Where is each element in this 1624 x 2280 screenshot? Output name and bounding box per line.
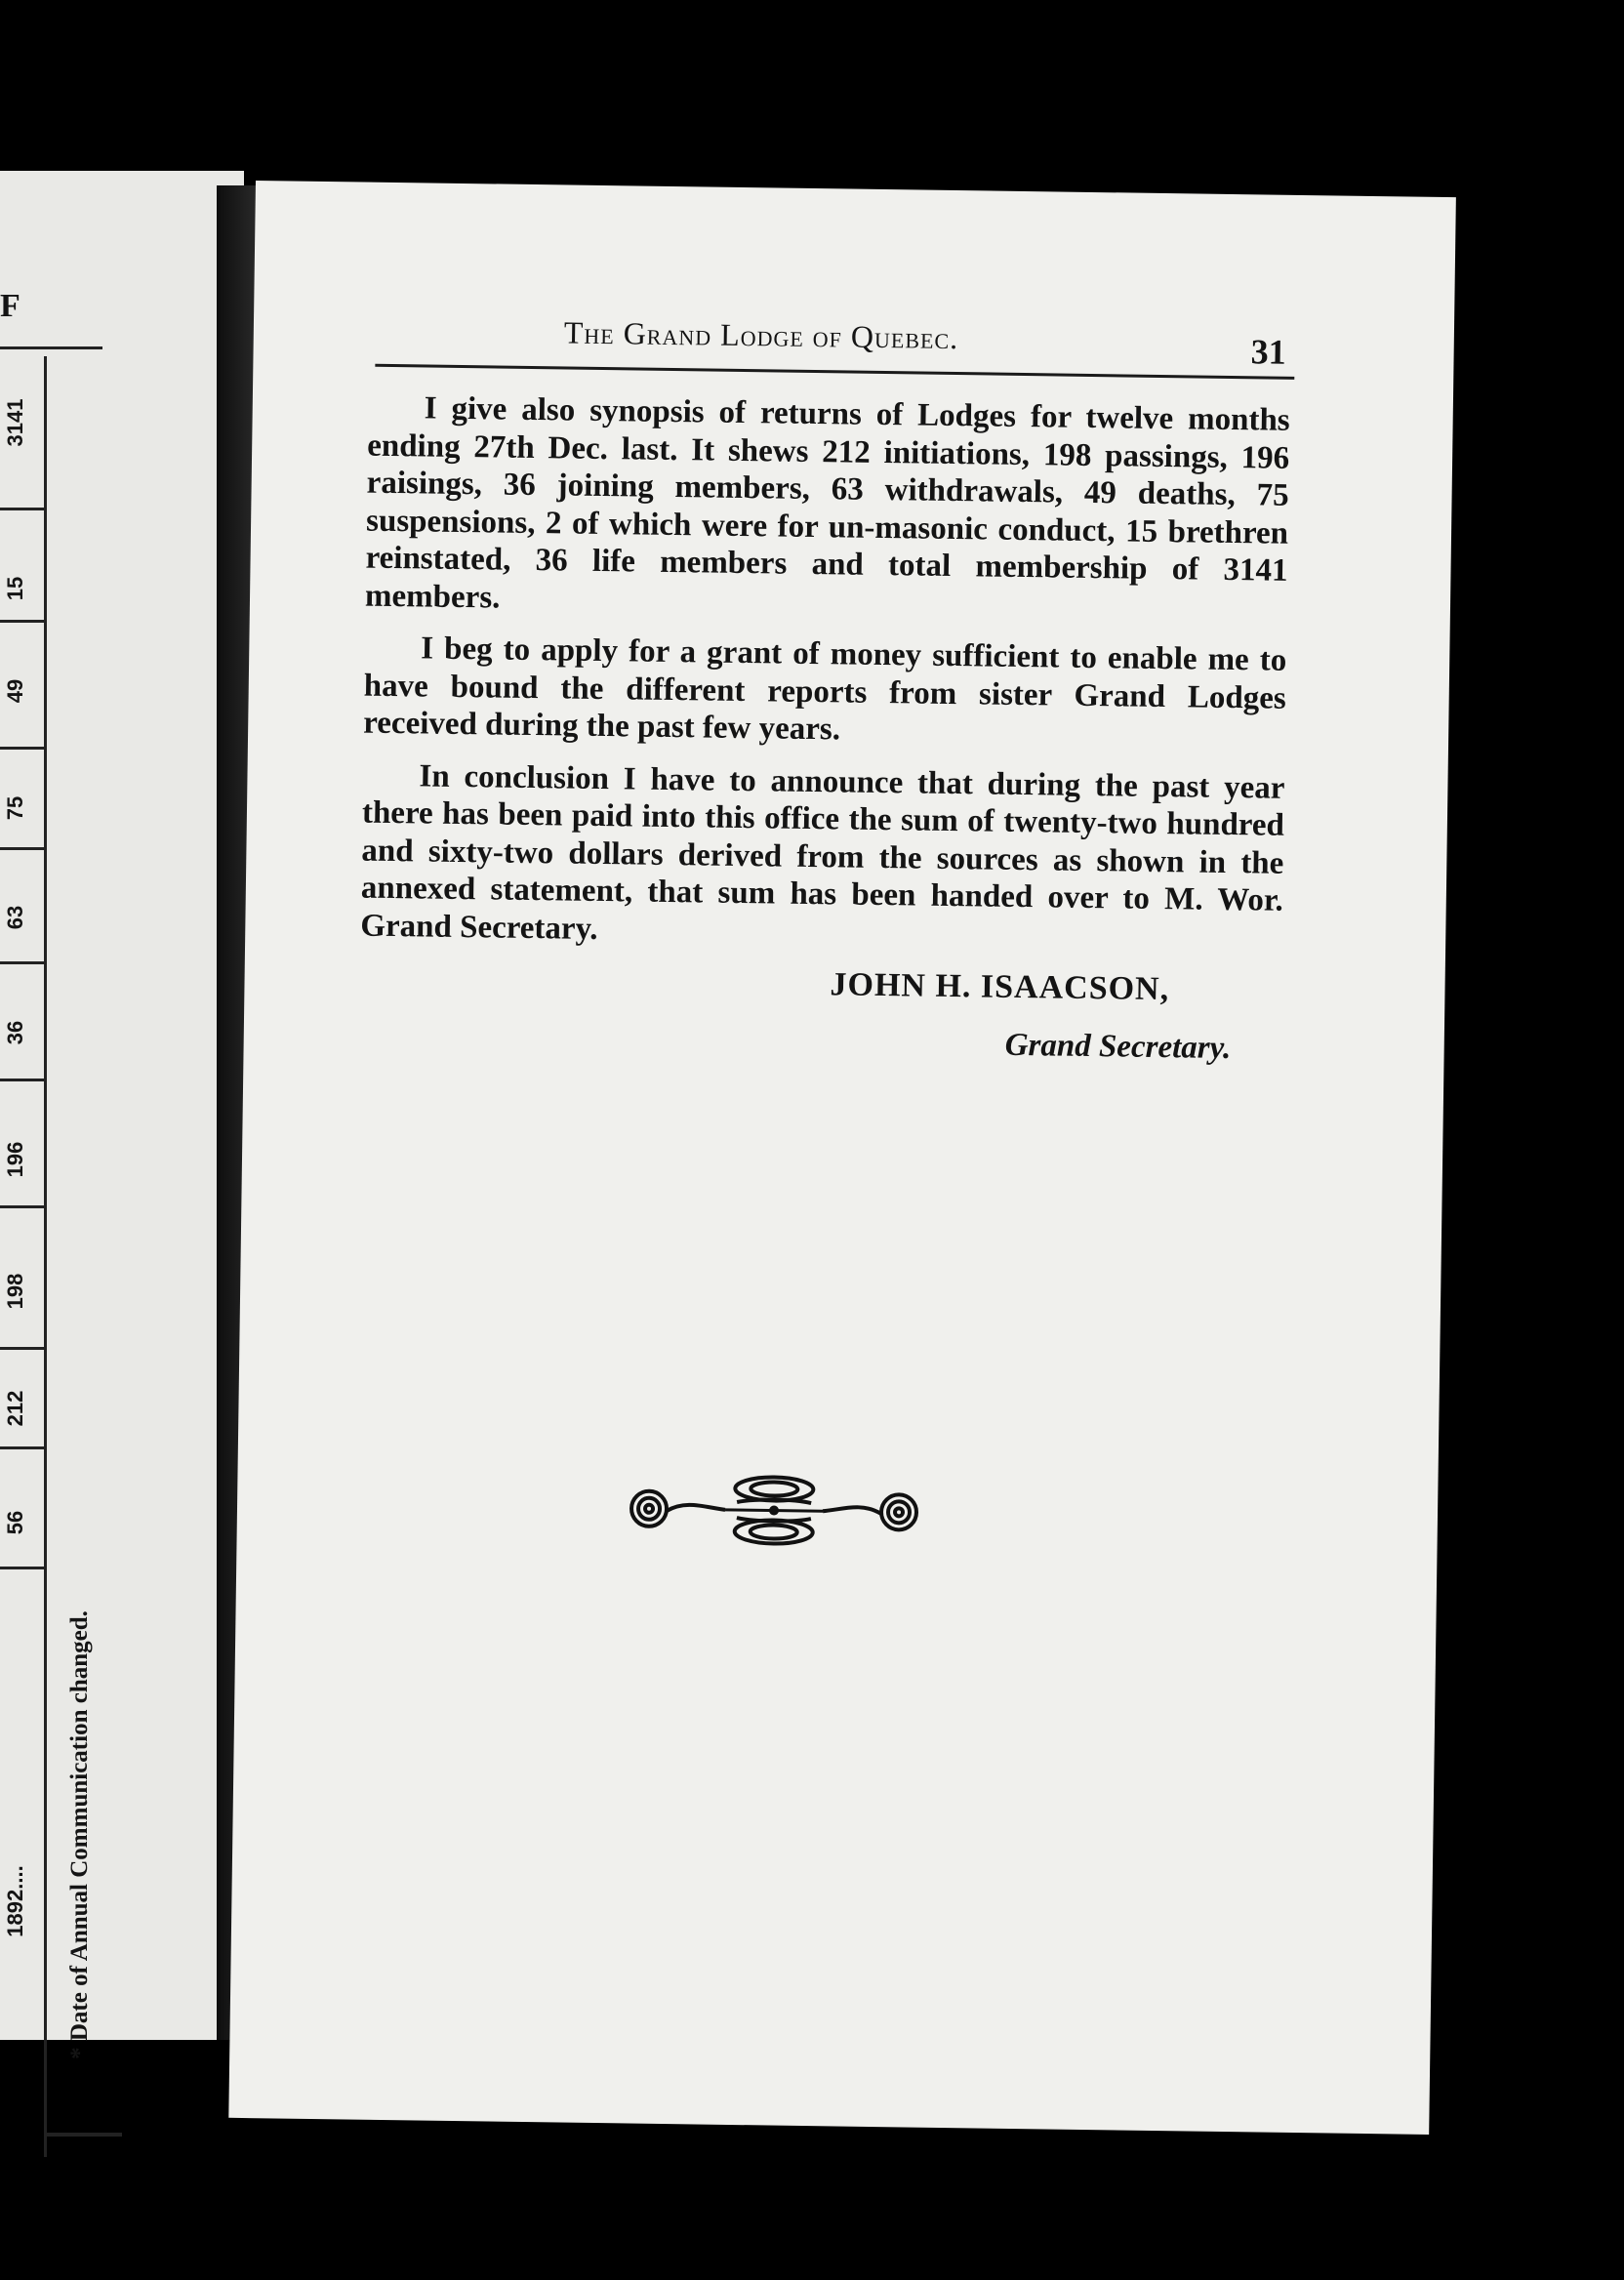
row-divider (0, 508, 45, 510)
running-head (564, 314, 959, 356)
left-bottom-rule (44, 2133, 122, 2137)
body-text (360, 389, 1290, 972)
left-facing-page (0, 171, 244, 2059)
column-value: 63 (3, 905, 27, 930)
row-divider (0, 620, 45, 623)
row-divider (0, 747, 45, 750)
paragraph: I beg to apply for a grant of money sufficient to enable me to have bound the different reports from sister Grand Lodges received during the past few years. (363, 631, 1287, 748)
column-value: 36 (3, 1020, 27, 1045)
column-value: 49 (3, 678, 27, 704)
left-header-rule (0, 346, 102, 349)
running-head-rule (375, 364, 1294, 380)
left-footnote (61, 1562, 100, 2108)
paragraph: I give also synopsis of returns of Lodges for twelve months ending 27th Dec. last. It shews 212 initiations, 198 passings, 196 raisings, 36 joining members, 63 withdrawals, 49 deaths, 75 suspensions, 2 of which were for un-masonic conduct, 15 brethren reinstated, 36 life members and total membership of 3141 members. (364, 390, 1290, 616)
running-head-of: of (812, 317, 843, 354)
right-page (228, 181, 1456, 2135)
page-number: 31 (1250, 332, 1286, 372)
ornament-icon (627, 1459, 920, 1561)
row-divider (0, 847, 45, 850)
column-value: 15 (3, 576, 27, 601)
column-value: 196 (3, 1141, 27, 1178)
row-divider (0, 961, 45, 964)
running-head-lodge: Lodge (719, 316, 805, 353)
row-divider (0, 1446, 45, 1449)
column-value: 3141 (3, 398, 27, 447)
left-column-rule (44, 356, 47, 2157)
row-divider (0, 1567, 45, 1569)
running-head-grand: Grand (623, 315, 712, 352)
column-value: 212 (3, 1390, 27, 1427)
row-divider (0, 1347, 45, 1350)
left-page-heading-fragment: F (0, 288, 20, 324)
running-head-quebec: Quebec. (850, 318, 959, 356)
column-value: 75 (3, 795, 27, 821)
signature-name: JOHN H. ISAACSON, (830, 966, 1170, 1008)
column-value: 56 (3, 1510, 27, 1535)
signature-title: Grand Secretary. (1004, 1027, 1232, 1067)
row-divider (0, 1079, 45, 1081)
running-head-the: The (563, 314, 615, 351)
column-value-year: 1892.... (3, 1865, 27, 1937)
column-value: 198 (3, 1273, 27, 1310)
paragraph: In conclusion I have to announce that during the past year there has been paid into this office the sum of twenty-two hundred and sixty-two dollars derived from the sources as shown in the annexed statement, that sum has been handed over to M. Wor. Grand Secretary. (360, 757, 1285, 947)
row-divider (0, 1205, 45, 1208)
footnote-text: * Date of Annual Communication changed. (66, 1610, 93, 2059)
